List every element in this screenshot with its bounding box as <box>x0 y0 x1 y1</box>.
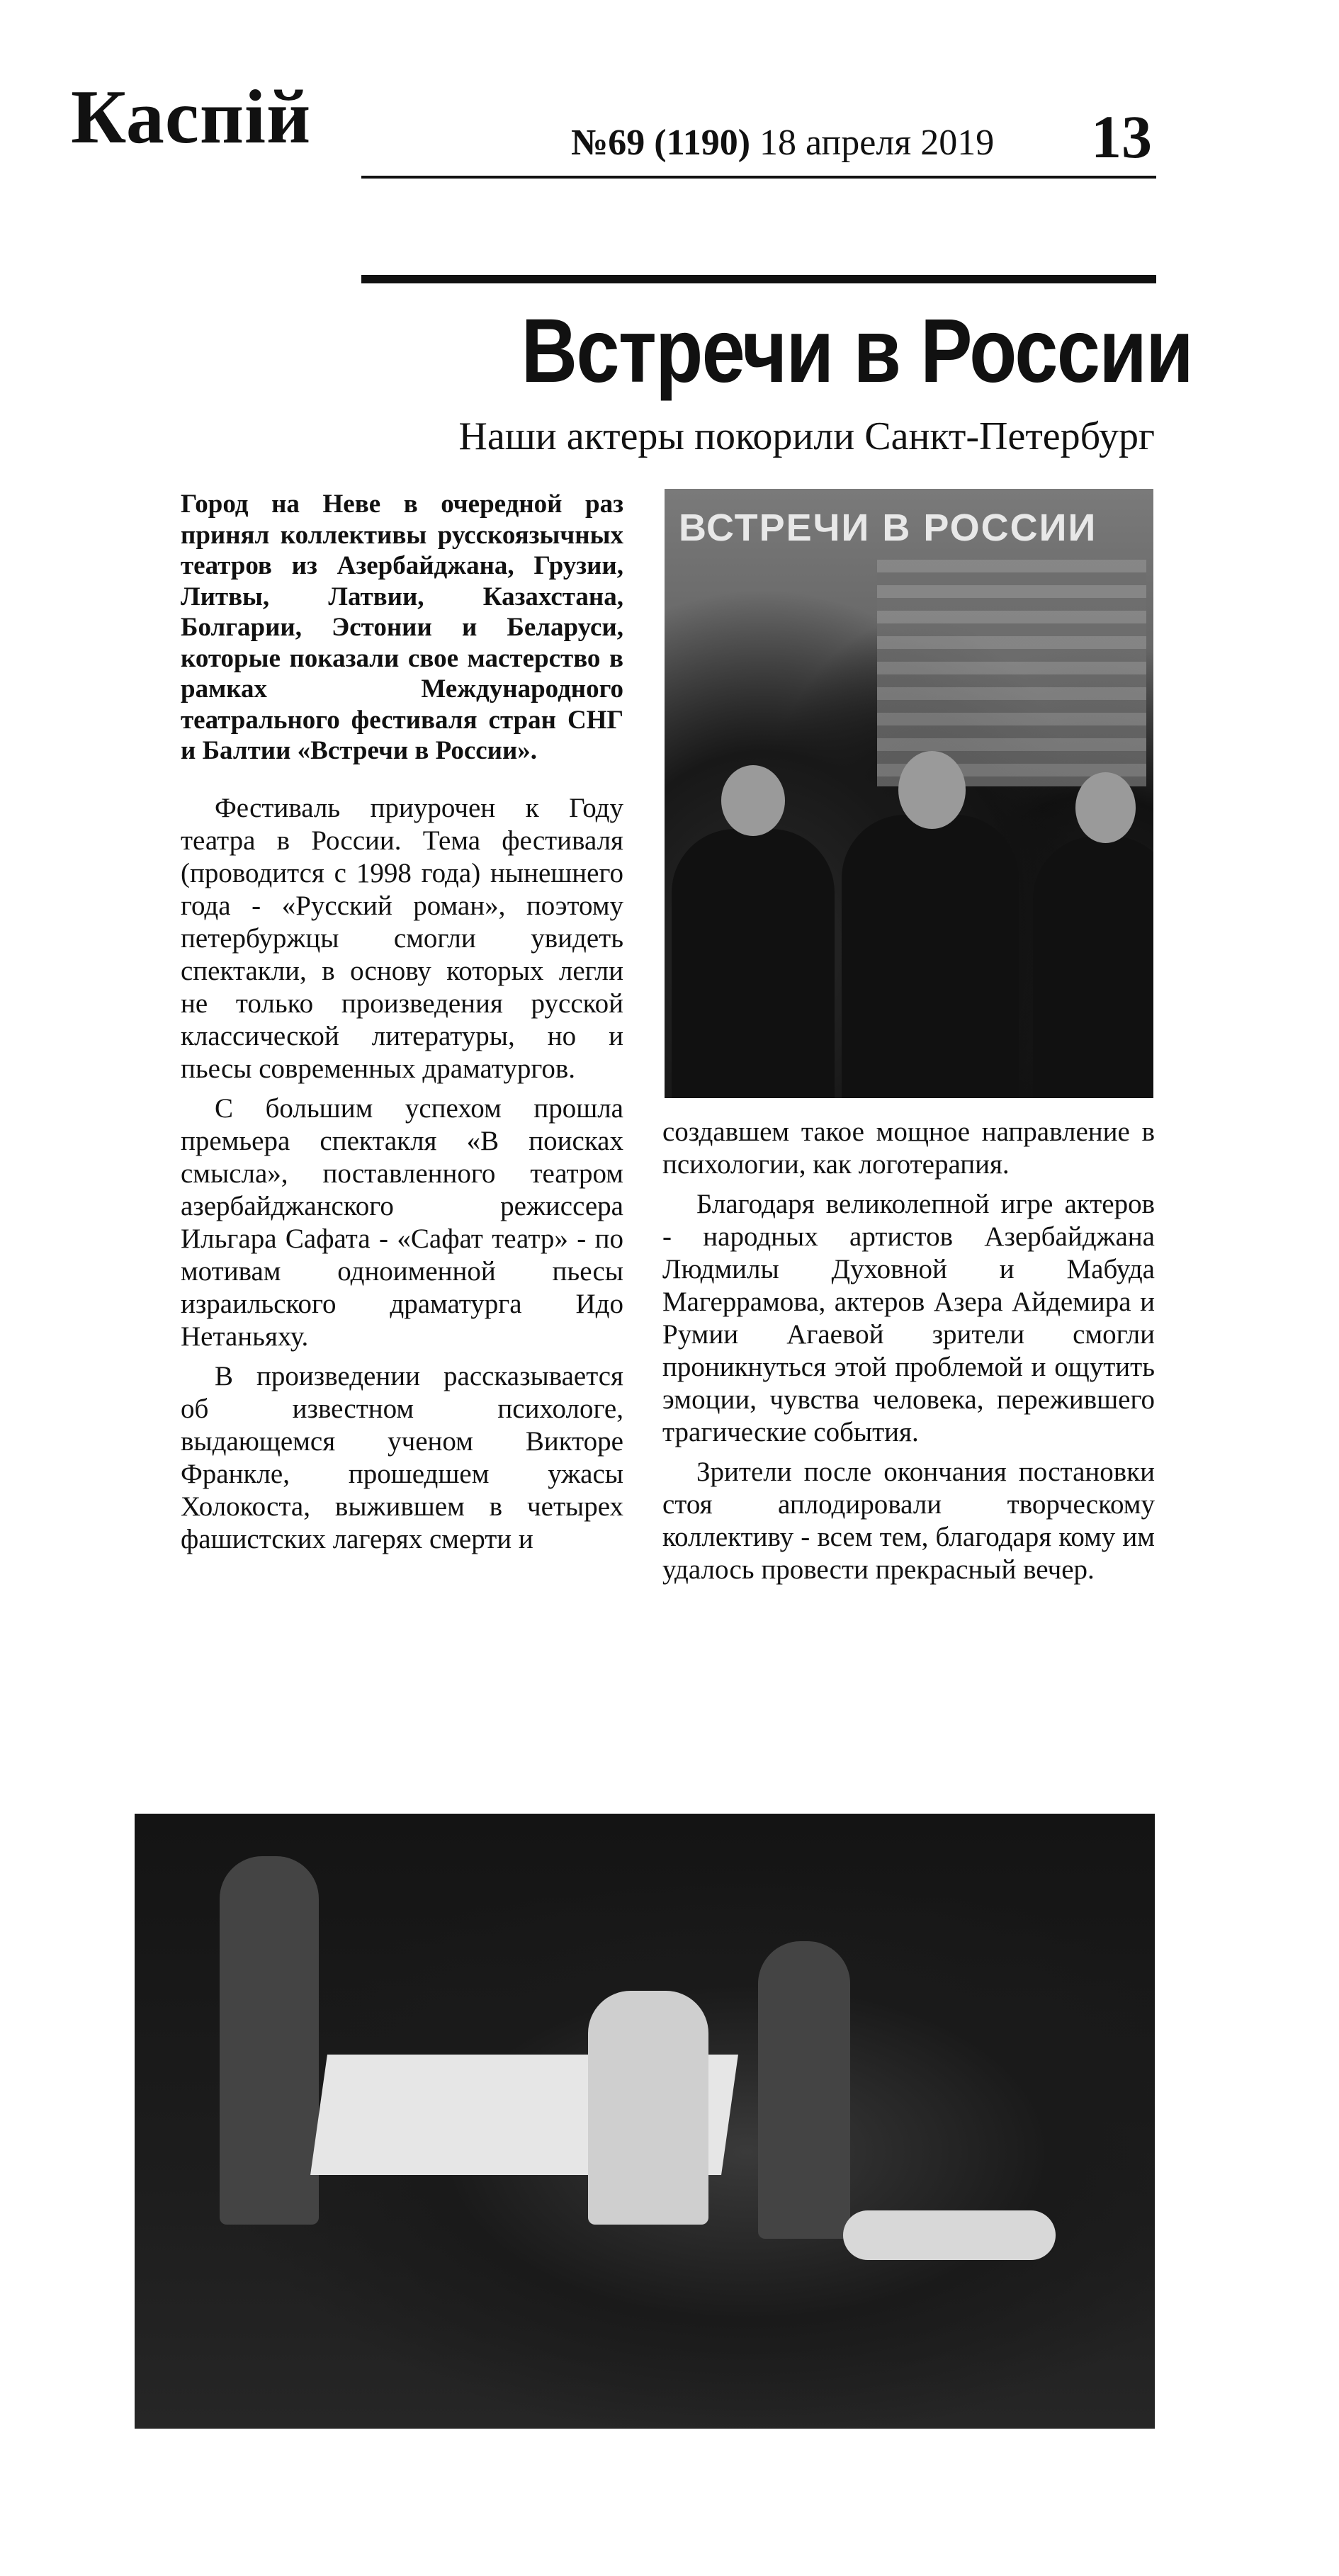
photo-festival-participants <box>665 489 1153 1098</box>
issue-number: №69 (1190) <box>571 123 751 163</box>
festival-poster-board <box>877 560 1146 786</box>
article-subheadline: Наши актеры покорили Санкт-Петербург <box>458 414 1155 458</box>
actor-figure <box>588 1991 708 2225</box>
person-head <box>1075 772 1136 843</box>
body-paragraph: Зрители после окончания постановки стоя аплодировали творческому коллективу - всем тем, благодаря кому им удалось провести прекрасный вечер. <box>662 1457 1155 1585</box>
festival-sign: ВСТРЕЧИ В РОССИИ <box>679 507 1097 549</box>
headline-rule <box>361 275 1156 283</box>
newspaper-masthead: Каспiй <box>71 75 312 159</box>
person-figure <box>842 815 1019 1098</box>
body-paragraph: С большим успехом прошла премьера спектакля «В поисках смысла», поставленного театром азербайджанского режиссера Ильгара Сафата - «Сафат театр» - по мотивам одноименной пьесы израильского драматурга Идо Нетаньяху. <box>181 1092 623 1352</box>
page-number: 13 <box>1091 103 1152 171</box>
body-paragraph: В произведении рассказывается об известном психологе, выдающемся ученом Викторе Франкле, прошедшем ужасы Холокоста, выжившем в четырех фашистских лагерях смерти и <box>181 1360 623 1554</box>
article-headline: Встречи в России <box>521 300 1193 402</box>
photo-stage-performance <box>135 1814 1155 2429</box>
person-head <box>898 751 966 829</box>
body-paragraph: создавшем такое мощное направление в психологии, как логотерапия. <box>662 1117 1155 1180</box>
issue-date: 18 апреля 2019 <box>759 123 995 163</box>
body-paragraph: Благодаря великолепной игре актеров - народных артистов Азербайджана Людмилы Духовной и Мабуда Магеррамова, актеров Азера Айдемира и Румии Агаевой зрители смогли проникнуться этой проблемой и ощутить эмоции, чувства человека, пережившего трагические события. <box>662 1189 1155 1447</box>
article-column-2 <box>662 1116 1155 1586</box>
article-lead: Город на Неве в очередной раз принял коллективы русскоязычных театров из Азербайджана, Грузии, Литвы, Латвии, Казахстана, Болгарии, Эстонии и Беларуси, которые показали свое мастерство в рамках Международного театрального фестиваля стран СНГ и Балтии «Встречи в России». <box>181 490 623 765</box>
article-column-1 <box>181 489 623 1556</box>
header-rule <box>361 176 1156 179</box>
actor-figure <box>220 1856 319 2225</box>
person-head <box>721 765 785 836</box>
issue-line <box>571 125 994 162</box>
person-figure <box>1033 836 1153 1098</box>
actor-figure <box>758 1941 850 2239</box>
actor-lying <box>843 2210 1056 2260</box>
body-paragraph: Фестиваль приурочен к Году театра в России. Тема фестиваля (проводится с 1998 года) нынешнего года - «Русский роман», поэтому петербуржцы смогли увидеть спектакли, в основу которых легли не только произведения русской классической литературы, но и пьесы современных драматургов. <box>181 792 623 1084</box>
person-figure <box>672 829 835 1098</box>
